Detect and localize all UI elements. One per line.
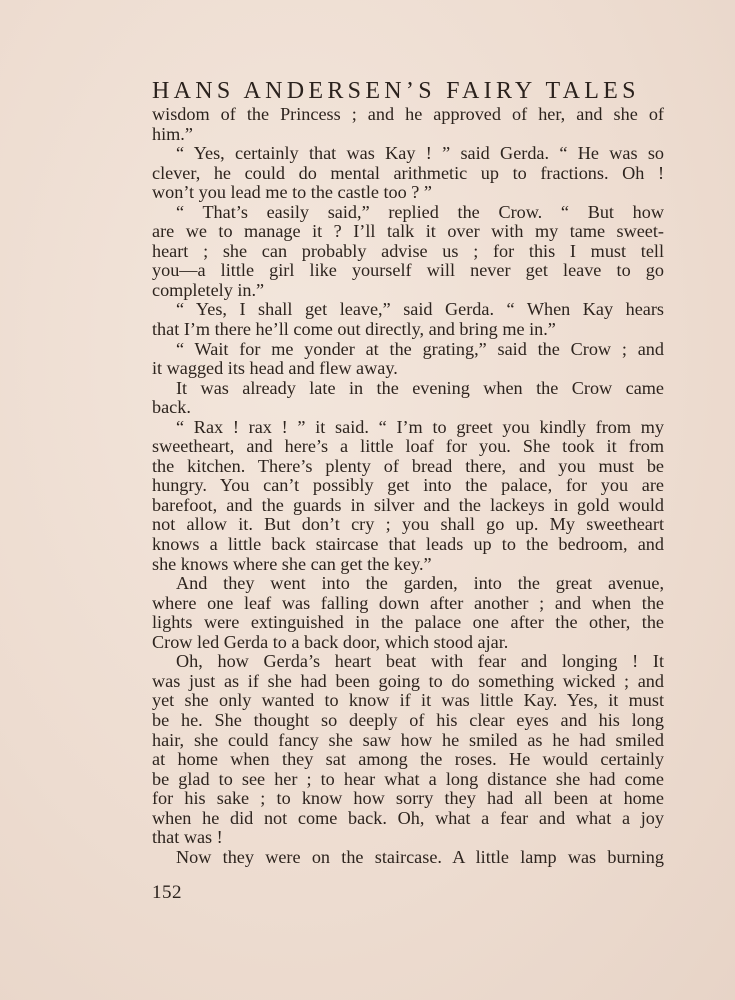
text-line: that I’m there he’ll come out directly, and bring me in.” — [152, 319, 556, 340]
text-line: be he. She thought so deeply of his clear eyes and his long — [152, 709, 664, 730]
text-line: not allow it. But don’t cry ; you shall go up. My sweetheart — [152, 514, 664, 535]
text-line: completely in.” — [152, 279, 265, 300]
text-line: at home when they sat among the roses. He would certainly — [152, 749, 664, 770]
text-line: And they went into the garden, into the great avenue, — [176, 573, 664, 594]
text-line: sweetheart, and here’s a little loaf for you. She took it from — [152, 436, 664, 457]
text-line: it wagged its head and flew away. — [152, 358, 398, 379]
text-line: heart ; she can probably advise us ; for this I must tell — [152, 240, 664, 261]
text-line: yet she only wanted to know if it was little Kay. Yes, it must — [152, 690, 664, 711]
text-line: Oh, how Gerda’s heart beat with fear and longing ! It — [176, 651, 664, 672]
text-line: when he did not come back. Oh, what a fear and what a joy — [152, 807, 664, 828]
text-line: “ That’s easily said,” replied the Crow. “ But how — [176, 201, 664, 222]
text-line: barefoot, and the guards in silver and the lackeys in gold would — [152, 494, 664, 515]
text-line: lights were extinguished in the palace one after the other, the — [152, 612, 664, 633]
text-line: hungry. You can’t possibly get into the palace, for you are — [152, 475, 664, 496]
text-line: him.” — [152, 123, 193, 144]
text-line: won’t you lead me to the castle too ? ” — [152, 182, 432, 203]
text-line: hair, she could fancy she saw how he smiled as he had smiled — [152, 729, 664, 750]
text-line: be glad to see her ; to hear what a long distance she had come — [152, 768, 664, 789]
text-line: “ Wait for me yonder at the grating,” said the Crow ; and — [176, 338, 664, 359]
text-line: for his sake ; to know how sorry they had all been at home — [152, 788, 664, 809]
text-line: Now they were on the staircase. A little lamp was burning — [176, 846, 664, 867]
text-line: the kitchen. There’s plenty of bread there, and you must be — [152, 455, 664, 476]
text-line: she knows where she can get the key.” — [152, 553, 432, 574]
text-line: knows a little back staircase that leads up to the bedroom, and — [152, 534, 664, 555]
body-text — [152, 105, 664, 867]
text-line: clever, he could do mental arithmetic up to fractions. Oh ! — [152, 162, 664, 183]
text-line: was just as if she had been going to do something wicked ; and — [152, 670, 664, 691]
text-line: where one leaf was falling down after another ; and when the — [152, 592, 664, 613]
text-line: back. — [152, 397, 191, 418]
text-line: “ Rax ! rax ! ” it said. “ I’m to greet you kindly from my — [176, 416, 664, 437]
text-line: that was ! — [152, 827, 223, 848]
page-number: 152 — [152, 882, 182, 903]
text-line: Crow led Gerda to a back door, which stood ajar. — [152, 631, 509, 652]
text-line: are we to manage it ? I’ll talk it over with my tame sweet- — [152, 221, 664, 242]
text-line: wisdom of the Princess ; and he approved of her, and she of — [152, 104, 664, 124]
text-line: It was already late in the evening when the Crow came — [176, 377, 664, 398]
text-line: “ Yes, I shall get leave,” said Gerda. “ When Kay hears — [176, 299, 664, 320]
text-line: you—a little girl like yourself will never get leave to go — [152, 260, 664, 281]
text-line: “ Yes, certainly that was Kay ! ” said Gerda. “ He was so — [176, 143, 664, 164]
running-head: HANS ANDERSEN’S FAIRY TALES — [152, 78, 640, 104]
